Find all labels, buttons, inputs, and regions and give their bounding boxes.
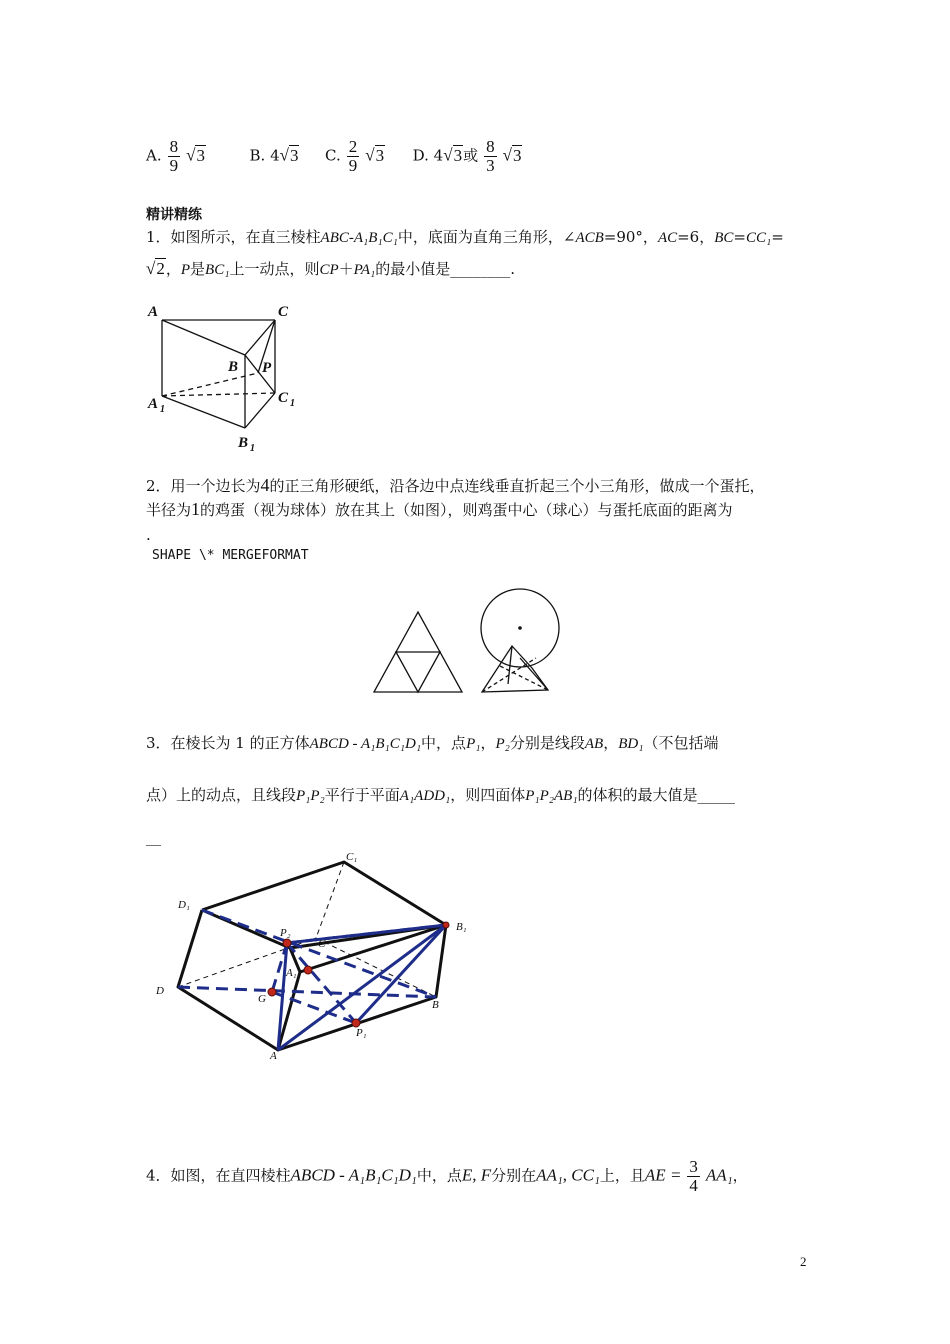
q4-text-c: 分别在 (491, 1166, 537, 1185)
label-c: C (318, 938, 326, 950)
option-b-radicand: 3 (289, 145, 299, 165)
label-a1-sub: 1 (160, 404, 165, 415)
q1-line-2 (146, 258, 515, 281)
q3-text-2b: 平行于平面 (324, 786, 400, 804)
q3-tetrahedron: P₁P₂AB₁ (525, 788, 578, 804)
q3-line-1 (146, 732, 718, 755)
q1-text-b: 中，底面为直角三角形，∠ (397, 228, 576, 246)
label-c1-sub: 1 (290, 398, 295, 409)
option-c-prefix: C. (325, 146, 341, 165)
q1-plus: ＋ (338, 260, 354, 278)
option-d-prefix: D. 4 (412, 146, 444, 165)
hidden-edge-c1c (316, 862, 344, 938)
point-p2 (283, 939, 291, 947)
q1-text-2e: 的最小值是________. (375, 260, 516, 278)
q3-point-p2: P₂ (495, 736, 510, 752)
diagonal-d1b (202, 910, 436, 997)
q2-text-2b: 的鸡蛋（视为球体）放在其上（如图），则鸡蛋中心（球心）与蛋托底面的距离为 (200, 501, 733, 519)
option-a-prefix: A. (146, 146, 162, 165)
option-c-radical: √3 (365, 145, 385, 165)
option-d-radicand-1: 3 (453, 145, 463, 165)
point-a1 (304, 966, 312, 974)
option-a-fraction (168, 138, 181, 175)
label-a1: A₁ (286, 967, 297, 979)
q2-text-a: 2．用一个边长为 (146, 477, 261, 495)
option-d-or: 或 (463, 146, 479, 165)
q3-line-3: __ (146, 828, 161, 846)
edge-a1c1 (162, 393, 275, 396)
q1-text-2a: ， (165, 260, 181, 278)
option-b-radical: √3 (279, 145, 299, 165)
q4-text-d: 上，且 (599, 1166, 645, 1185)
option-c-radicand: 3 (375, 145, 385, 165)
sphere-center (518, 626, 522, 630)
inner-triangle (396, 652, 440, 692)
label-a1: A (148, 396, 159, 412)
q2-egg-tray-figure (360, 586, 570, 698)
label-p1: P₁ (356, 1027, 367, 1039)
q1-pa1: PA₁ (353, 262, 376, 278)
q1-text-e: =6， (677, 228, 715, 246)
q3-text-f: （不包括端 (643, 734, 719, 752)
label-d1: D₁ (178, 899, 190, 911)
q4-text-e: ， (732, 1166, 748, 1185)
label-b: B (228, 359, 239, 375)
q4-line-1 (146, 1158, 748, 1195)
q1-cc1: CC₁ (745, 230, 772, 246)
option-a-denominator: 9 (169, 156, 179, 175)
q3-text-b: 中，点 (421, 734, 467, 752)
q1-text-a: 1．如图所示，在直三棱柱 (146, 228, 321, 246)
q2-line-1 (146, 474, 765, 497)
q4-aa1: AA₁ (705, 1165, 733, 1185)
label-c: C (278, 304, 289, 320)
option-a-radicand: 3 (196, 145, 205, 165)
segment-d-b (178, 987, 436, 997)
q2-text-2a: 半径为 (146, 501, 192, 519)
q2-radius: 1 (191, 499, 201, 519)
q1-radicand: 2 (156, 259, 165, 278)
q1-text-i: = (771, 228, 784, 246)
edge-a1b1 (162, 396, 245, 428)
q3-line-2 (146, 784, 735, 807)
q4-ae: AE = (644, 1165, 682, 1185)
q1-text-2b: 是 (190, 260, 206, 278)
q3-segment-bd1: BD₁ (618, 736, 644, 752)
q1-text-2c: 上一动点，则 (229, 260, 320, 278)
q3-point-p1: P₁ (466, 736, 481, 752)
label-b: B (432, 999, 439, 1011)
q3-text-c: ， (480, 734, 496, 752)
tray-fold-2 (520, 658, 548, 690)
q1-cp: CP (319, 262, 339, 278)
option-b-prefix: B. 4 (249, 146, 280, 165)
option-d-radical-1: √3 (443, 145, 463, 165)
q3-text-a: 3．在棱长为 1 的正方体 (146, 734, 310, 752)
q4-points-ef: E, F (461, 1165, 492, 1185)
q4-numerator: 3 (689, 1157, 698, 1176)
q1-ac: AC (657, 230, 678, 246)
tray-hidden-edge-2 (500, 666, 548, 690)
option-a-numerator: 8 (169, 137, 179, 156)
q1-prism-figure (140, 298, 310, 460)
label-a: A (270, 1050, 277, 1062)
label-b1-sub: 1 (250, 443, 255, 454)
label-b1: B (238, 435, 249, 451)
option-d-denominator: 3 (486, 156, 495, 175)
option-c-numerator: 2 (348, 137, 358, 156)
q1-bc1: BC₁ (205, 262, 230, 278)
edge-bc (245, 320, 275, 355)
q3-segment-p1p2: P₁P₂ (296, 788, 325, 804)
option-d-fraction (484, 138, 497, 175)
point-p1 (352, 1019, 360, 1027)
answer-options (146, 138, 522, 175)
label-p: P (262, 360, 272, 376)
q2-text-b: 的正三角形硬纸，沿各边中点连线垂直折起三个小三角形，做成一个蛋托， (269, 477, 765, 495)
q1-text-c: =90°， (603, 228, 658, 246)
shape-field-code: SHAPE \* MERGEFORMAT (152, 548, 309, 563)
q3-text-e: ， (603, 734, 619, 752)
option-c-fraction (347, 138, 360, 175)
option-d-radical-2: √3 (502, 145, 522, 165)
segment-a1p (162, 373, 258, 396)
q1-angle-acb: ACB (575, 230, 604, 246)
section-title: 精讲精练 (146, 207, 202, 223)
edge-b1c1 (245, 393, 275, 428)
option-a-radical: √3 (186, 145, 205, 165)
q4-text-b: 中，点 (416, 1166, 462, 1185)
q3-text-d: 分别是线段 (509, 734, 585, 752)
q1-line-1 (146, 226, 784, 249)
q3-text-2c: ，则四面体 (450, 786, 526, 804)
point-g (268, 988, 276, 996)
q1-bc: BC (714, 230, 734, 246)
point-b1 (443, 922, 449, 928)
option-d-radicand-2: 3 (512, 145, 522, 165)
label-c1: C (278, 390, 289, 406)
option-c-denominator: 9 (348, 156, 358, 175)
q4-edges: AA₁, CC₁ (536, 1165, 600, 1185)
label-p2: P₂ (280, 927, 291, 939)
q2-line-3: . (146, 526, 151, 544)
page-number: 2 (800, 1254, 807, 1269)
label-c1: C₁ (346, 851, 358, 863)
q4-denominator: 4 (689, 1176, 698, 1195)
q3-text-2a: 点）上的动点，且线段 (146, 786, 297, 804)
q3-cube-figure (150, 850, 490, 1062)
label-d: D (156, 985, 164, 997)
option-d-numerator: 8 (486, 137, 495, 156)
q1-text-g: = (733, 228, 746, 246)
q3-cube-name: ABCD - A₁B₁C₁D₁ (309, 736, 422, 752)
q3-text-2d: 的体积的最大值是_____ (577, 786, 736, 804)
label-b1: B₁ (456, 921, 467, 933)
q1-point-p: P (180, 262, 191, 278)
q3-plane: A₁ADD₁ (399, 788, 451, 804)
q4-fraction (687, 1158, 700, 1195)
q2-line-2 (146, 498, 733, 521)
q1-radical: √2 (146, 259, 165, 278)
q2-side-length: 4 (260, 475, 270, 495)
q3-segment-ab: AB (584, 736, 604, 752)
edge-ab (162, 320, 245, 355)
q1-prism-name: ABC-A₁B₁C₁ (320, 230, 398, 246)
q4-text-a: 4．如图，在直四棱柱 (146, 1166, 291, 1185)
label-a: A (148, 304, 159, 320)
q4-prism-name: ABCD - A₁B₁C₁D₁ (290, 1165, 417, 1185)
label-g: G (258, 993, 266, 1005)
